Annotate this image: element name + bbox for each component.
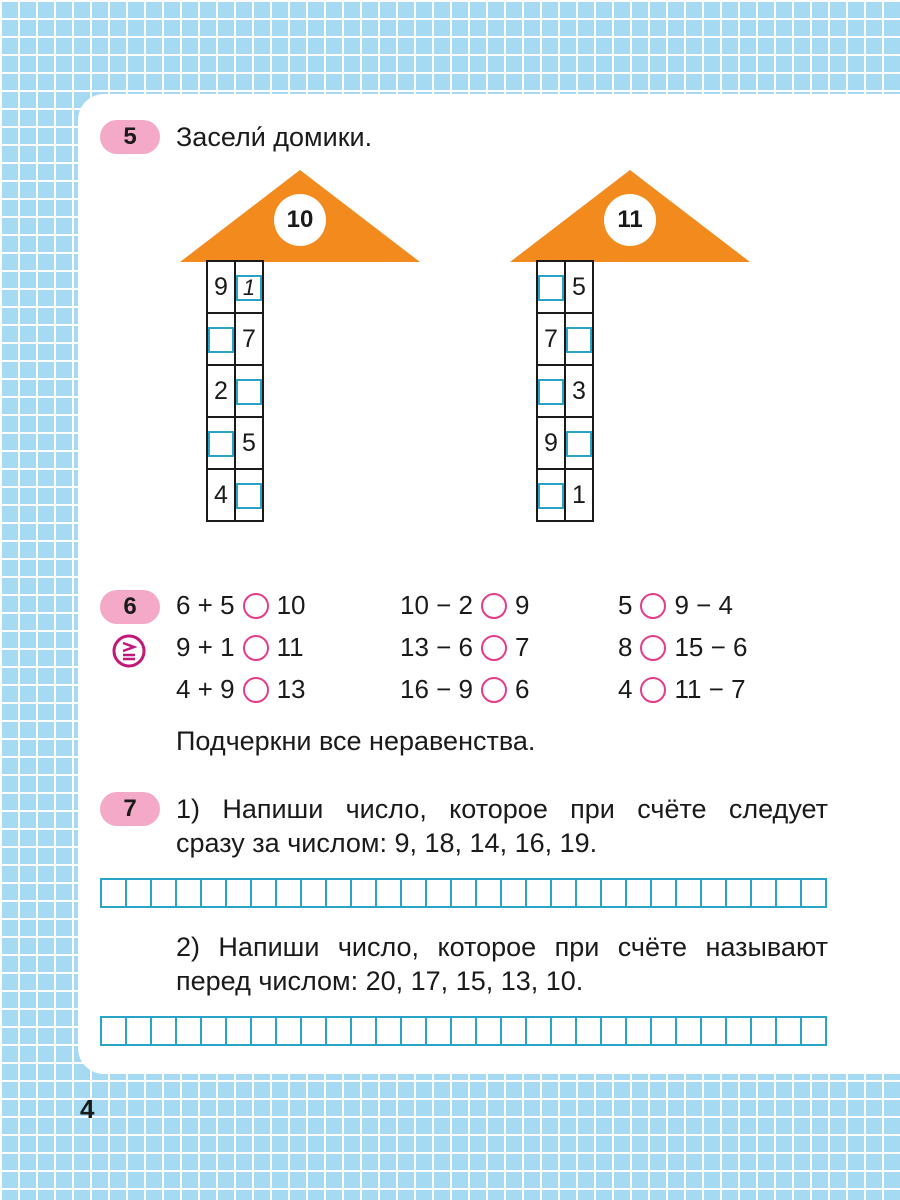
task-5-number: 5 — [100, 120, 160, 154]
floor-cell — [537, 365, 565, 417]
house-floor — [207, 469, 263, 521]
comparison-expression — [618, 674, 746, 705]
answer-box[interactable]: 1 — [236, 275, 262, 301]
answer-cells-2[interactable] — [100, 1016, 827, 1046]
house-floor — [537, 469, 593, 521]
house-roof-number: 10 — [274, 194, 326, 246]
answer-cell[interactable] — [727, 880, 752, 906]
floor-cell: 9 — [537, 417, 565, 469]
comparison-expression — [400, 674, 529, 705]
comparison-expression — [400, 590, 529, 621]
answer-cell[interactable] — [277, 1018, 302, 1044]
comparison-circle[interactable] — [481, 677, 507, 703]
comparison-expression — [176, 590, 305, 621]
floor-cell: 1 — [565, 469, 593, 521]
answer-cell[interactable] — [777, 880, 802, 906]
house-floor — [537, 261, 593, 313]
floor-cell — [235, 365, 263, 417]
comparison-expression — [618, 632, 747, 663]
floor-cell: 7 — [537, 313, 565, 365]
floor-cell — [537, 261, 565, 313]
comparison-expression — [176, 674, 305, 705]
answer-cell[interactable] — [377, 1018, 402, 1044]
answer-cell[interactable] — [577, 1018, 602, 1044]
page-number: 4 — [80, 1094, 95, 1124]
floor-cell — [207, 417, 235, 469]
expression-left: 10 − 2 — [400, 590, 474, 620]
answer-cell[interactable] — [502, 880, 527, 906]
answer-cell[interactable] — [377, 880, 402, 906]
floor-cell — [235, 261, 263, 313]
answer-cell[interactable] — [702, 880, 727, 906]
expression-right: 13 — [276, 674, 306, 704]
house-floor — [207, 313, 263, 365]
expression-right: 6 — [515, 674, 530, 704]
expression-left: 4 + 9 — [176, 674, 235, 704]
answer-cell[interactable] — [477, 1018, 502, 1044]
answer-cell[interactable] — [327, 880, 352, 906]
answer-cell[interactable] — [152, 880, 177, 906]
answer-cell[interactable] — [752, 1018, 777, 1044]
comparison-circle[interactable] — [243, 593, 269, 619]
answer-cell[interactable] — [127, 1018, 152, 1044]
answer-cell[interactable] — [102, 880, 127, 906]
task-5-instruction: Засели́ домики. — [176, 122, 373, 152]
answer-cell[interactable] — [602, 1018, 627, 1044]
expression-left: 6 + 5 — [176, 590, 235, 620]
expression-right: 11 — [276, 632, 304, 662]
answer-cell[interactable] — [352, 880, 377, 906]
floor-cell — [565, 417, 593, 469]
floor-cell: 7 — [235, 313, 263, 365]
answer-cell[interactable] — [102, 1018, 127, 1044]
floor-cell — [565, 313, 593, 365]
task-7-part-2-line-1: 2) Напиши число, которое при счёте называют — [176, 932, 828, 962]
answer-box[interactable] — [538, 379, 564, 405]
answer-cell[interactable] — [752, 880, 777, 906]
answer-cells-1[interactable] — [100, 878, 827, 908]
answer-cell[interactable] — [202, 1018, 227, 1044]
answer-cell[interactable] — [502, 1018, 527, 1044]
task-7-part-1-line-2: сразу за числом: 9, 18, 14, 16, 19. — [176, 828, 598, 858]
answer-box[interactable] — [538, 275, 564, 301]
expression-left: 8 — [618, 632, 633, 662]
expression-right: 9 — [515, 590, 530, 620]
answer-cell[interactable] — [252, 1018, 277, 1044]
answer-cell[interactable] — [227, 880, 252, 906]
expression-left: 9 + 1 — [176, 632, 235, 662]
comparison-circle[interactable] — [640, 635, 666, 661]
expression-left: 5 — [618, 590, 633, 620]
answer-cell[interactable] — [127, 880, 152, 906]
expression-right: 11 − 7 — [674, 674, 746, 704]
answer-cell[interactable] — [152, 1018, 177, 1044]
house-roof-number: 11 — [604, 194, 656, 246]
answer-cell[interactable] — [277, 880, 302, 906]
task-6-note: Подчеркни все неравенства. — [176, 726, 536, 756]
answer-box[interactable] — [208, 431, 234, 457]
comparison-circle[interactable] — [640, 677, 666, 703]
answer-cell[interactable] — [302, 1018, 327, 1044]
floor-cell — [537, 469, 565, 521]
house-floor — [207, 365, 263, 417]
task-6-number: 6 — [100, 590, 160, 624]
comparison-expression — [176, 632, 304, 663]
floor-cell: 3 — [565, 365, 593, 417]
answer-cell[interactable] — [652, 1018, 677, 1044]
answer-cell[interactable] — [402, 1018, 427, 1044]
answer-cell[interactable] — [577, 880, 602, 906]
compare-signs-icon — [112, 634, 146, 668]
answer-cell[interactable] — [702, 1018, 727, 1044]
expression-right: 7 — [515, 632, 530, 662]
answer-cell[interactable] — [427, 880, 452, 906]
comparison-circle[interactable] — [243, 635, 269, 661]
answer-cell[interactable] — [527, 1018, 552, 1044]
answer-cell[interactable] — [552, 880, 577, 906]
answer-box[interactable] — [538, 483, 564, 509]
answer-cell[interactable] — [452, 880, 477, 906]
answer-cell[interactable] — [327, 1018, 352, 1044]
answer-cell[interactable] — [552, 1018, 577, 1044]
comparison-expression — [400, 632, 529, 663]
expression-left: 4 — [618, 674, 633, 704]
house-floors — [536, 260, 594, 522]
house-floor — [537, 365, 593, 417]
answer-cell[interactable] — [452, 1018, 477, 1044]
answer-box[interactable] — [236, 483, 262, 509]
answer-cell[interactable] — [427, 1018, 452, 1044]
answer-cell[interactable] — [252, 880, 277, 906]
task-7-part-2-line-2: перед числом: 20, 17, 15, 13, 10. — [176, 966, 584, 996]
answer-cell[interactable] — [177, 1018, 202, 1044]
comparison-circle[interactable] — [243, 677, 269, 703]
answer-box[interactable] — [566, 327, 592, 353]
answer-cell[interactable] — [677, 880, 702, 906]
task-7-number: 7 — [100, 792, 160, 826]
answer-cell[interactable] — [302, 880, 327, 906]
answer-cell[interactable] — [477, 880, 502, 906]
answer-box[interactable] — [208, 327, 234, 353]
answer-box[interactable] — [236, 379, 262, 405]
house-floor — [207, 261, 263, 313]
comparison-expression — [618, 590, 733, 621]
house-floors — [206, 260, 264, 522]
house-floor — [537, 417, 593, 469]
answer-cell[interactable] — [227, 1018, 252, 1044]
answer-cell[interactable] — [627, 1018, 652, 1044]
answer-cell[interactable] — [777, 1018, 802, 1044]
answer-cell[interactable] — [802, 1018, 827, 1044]
answer-cell[interactable] — [202, 880, 227, 906]
comparison-circle[interactable] — [481, 635, 507, 661]
expression-left: 13 − 6 — [400, 632, 474, 662]
answer-cell[interactable] — [802, 880, 827, 906]
answer-cell[interactable] — [177, 880, 202, 906]
expression-right: 15 − 6 — [674, 632, 748, 662]
comparison-circle[interactable] — [481, 593, 507, 619]
expression-right: 9 − 4 — [674, 590, 734, 620]
answer-cell[interactable] — [402, 880, 427, 906]
house-floor — [537, 313, 593, 365]
answer-cell[interactable] — [602, 880, 627, 906]
expression-right: 10 — [276, 590, 306, 620]
comparison-circle[interactable] — [640, 593, 666, 619]
house-floor — [207, 417, 263, 469]
answer-cell[interactable] — [652, 880, 677, 906]
answer-cell[interactable] — [727, 1018, 752, 1044]
floor-cell: 4 — [207, 469, 235, 521]
answer-cell[interactable] — [527, 880, 552, 906]
floor-cell: 5 — [565, 261, 593, 313]
answer-cell[interactable] — [352, 1018, 377, 1044]
floor-cell — [207, 313, 235, 365]
answer-cell[interactable] — [627, 880, 652, 906]
floor-cell: 9 — [207, 261, 235, 313]
floor-cell: 2 — [207, 365, 235, 417]
floor-cell — [235, 469, 263, 521]
task-7-part-1-line-1: 1) Напиши число, которое при счёте следует — [176, 794, 828, 824]
answer-box[interactable] — [566, 431, 592, 457]
expression-left: 16 − 9 — [400, 674, 474, 704]
answer-cell[interactable] — [677, 1018, 702, 1044]
floor-cell: 5 — [235, 417, 263, 469]
